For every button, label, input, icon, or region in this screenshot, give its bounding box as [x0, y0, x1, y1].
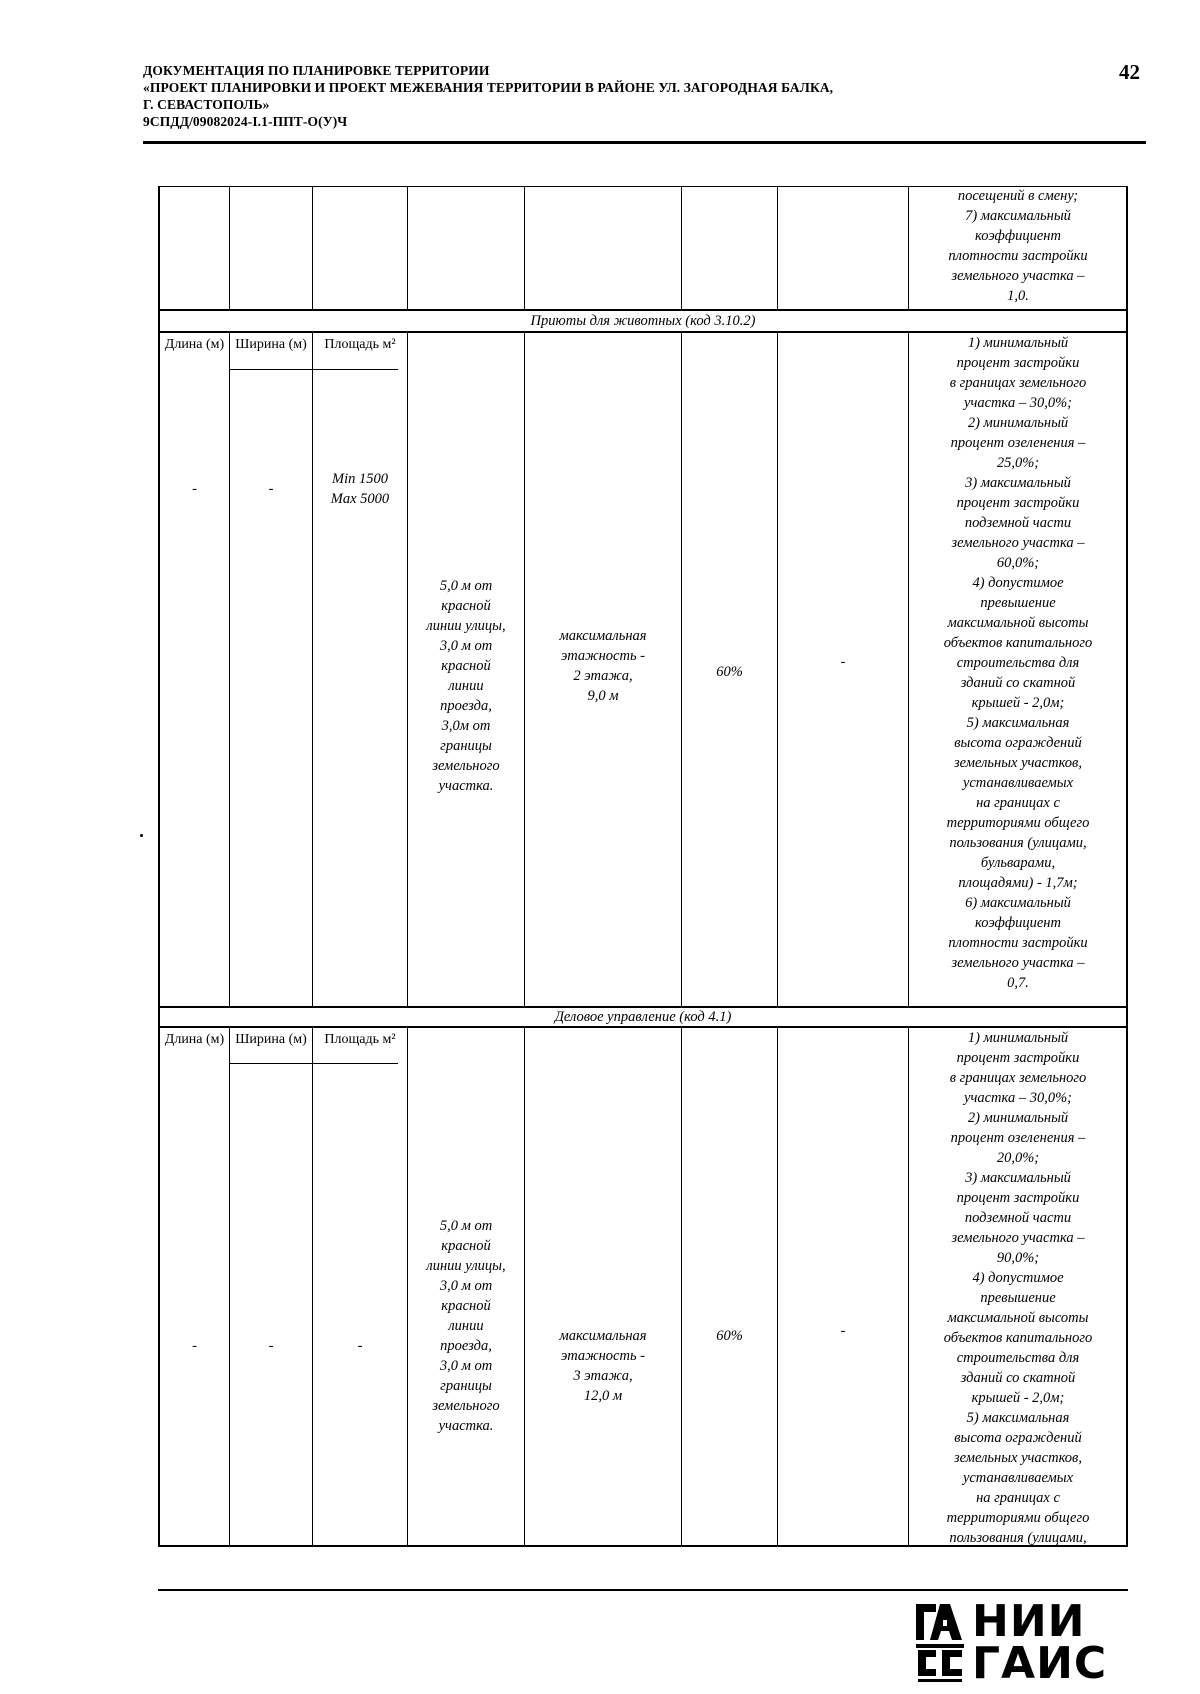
area-value: - [357, 1338, 363, 1354]
params-cell [910, 1028, 1126, 1548]
setback-line: границы [440, 738, 492, 754]
continued-params-cell [910, 186, 1126, 306]
setback-value [408, 1216, 524, 1436]
percent-value: 60% [716, 1328, 743, 1344]
params-line: площадями) - 1,7м; [958, 875, 1078, 891]
floors-line: этажность - [561, 1348, 645, 1364]
params-line: 1) минимальный [967, 335, 1069, 351]
params-line: 60,0%; [996, 555, 1040, 571]
params-line: крышей - 2,0м; [971, 1390, 1065, 1406]
col-divider [229, 186, 230, 310]
params-line: 20,0%; [996, 1150, 1040, 1166]
params-line: территориями общего [946, 1510, 1090, 1526]
floors-line: максимальная [559, 1328, 647, 1344]
params-line: пользования (улицами, [949, 1530, 1087, 1546]
width-value: - [268, 1338, 274, 1354]
col-divider [407, 186, 408, 310]
params-line: 2) минимальный [967, 1110, 1069, 1126]
params-line: земельного участка – [951, 955, 1085, 971]
params-line: плотности застройки [948, 935, 1088, 951]
col-divider [908, 186, 909, 310]
params-line: 6) максимальный [965, 895, 1071, 911]
dash-value: - [840, 654, 846, 670]
params-line: процент застройки [956, 1050, 1080, 1066]
params-line: превышение [980, 595, 1056, 611]
setback-line: участка. [438, 1418, 494, 1434]
params-line: 3) максимальный [965, 1170, 1071, 1186]
params-line: земельных участков, [954, 755, 1082, 771]
params-line: в границах земельного [949, 375, 1087, 391]
setback-line: участка. [438, 778, 494, 794]
section-1-subheader-rule [230, 369, 398, 370]
params-line: зданий со скатной [960, 675, 1076, 691]
setback-line: 5,0 м от [439, 578, 493, 594]
floors-line: 3 этажа, [573, 1368, 633, 1384]
setback-line: 5,0 м от [439, 1218, 493, 1234]
col-header-width: Ширина (м) [235, 1032, 307, 1047]
col-header-length: Длина (м) [164, 1032, 225, 1047]
col-divider [681, 1027, 682, 1547]
col-divider [524, 1027, 525, 1547]
params-line: 2) минимальный [967, 415, 1069, 431]
params-line: в границах земельного [949, 1070, 1087, 1086]
params-line: 5) максимальная [966, 715, 1070, 731]
setback-line: линии улицы, [426, 1258, 506, 1274]
col-header-width: Ширина (м) [235, 337, 307, 352]
params-line: крышей - 2,0м; [971, 695, 1065, 711]
params-line: 0,7. [1007, 975, 1029, 991]
section-title-animal-shelters: Приюты для животных (код 3.10.2) [530, 313, 756, 329]
logo-name-line-2: ГАИС [972, 1638, 1108, 1689]
params-line: земельного участка – [951, 535, 1085, 551]
col-divider [312, 1027, 313, 1547]
params-line: бульварами, [980, 855, 1056, 871]
company-logo [916, 1596, 1108, 1689]
setback-line: земельного [432, 758, 500, 774]
params-line: подземной части [964, 1210, 1072, 1226]
dash-value: - [840, 1323, 846, 1339]
params-line: 7) максимальный [965, 208, 1071, 224]
params-line: процент озеленения – [950, 435, 1086, 451]
params-line: объектов капитального [943, 635, 1093, 651]
setback-line: 3,0 м от [439, 638, 493, 654]
setback-line: линии [448, 1318, 484, 1334]
col-divider [229, 1027, 230, 1547]
params-line: высота ограждений [954, 1430, 1082, 1446]
page-number: 42 [1119, 60, 1140, 84]
params-line: зданий со скатной [960, 1370, 1076, 1386]
params-cell [910, 333, 1126, 993]
floors-line: 12,0 м [583, 1388, 623, 1404]
params-line: пользования (улицами, [949, 835, 1087, 851]
params-line: 3) максимальный [965, 475, 1071, 491]
col-divider [312, 332, 313, 1007]
scan-artifact [140, 834, 143, 837]
logo-mark-icon [916, 1604, 964, 1684]
params-line: 4) допустимое [972, 1270, 1064, 1286]
params-line: 1,0. [1007, 288, 1029, 304]
params-line: процент застройки [956, 495, 1080, 511]
params-line: участка – 30,0%; [964, 395, 1072, 411]
params-line: 25,0%; [996, 455, 1040, 471]
header-title-line-2: «ПРОЕКТ ПЛАНИРОВКИ И ПРОЕКТ МЕЖЕВАНИЯ ТЕРРИТОРИИ В РАЙОНЕ УЛ. ЗАГОРОДНАЯ БАЛКА, [143, 80, 834, 95]
floors-line: этажность - [561, 648, 645, 664]
params-line: коэффициент [975, 915, 1061, 931]
params-line: превышение [980, 1290, 1056, 1306]
col-header-area: Площадь м² [324, 337, 396, 352]
regulation-table [158, 186, 1127, 1547]
params-line: максимальной высоты [947, 615, 1089, 631]
setback-line: красной [441, 1298, 491, 1314]
section-2-subheader-rule [230, 1063, 398, 1064]
params-line: 90,0%; [996, 1250, 1040, 1266]
col-divider [681, 186, 682, 310]
params-line: земельных участков, [954, 1450, 1082, 1466]
area-max: Max 5000 [330, 491, 390, 507]
col-divider [229, 332, 230, 1007]
setback-line: 3,0 м от [439, 1278, 493, 1294]
params-line: плотности застройки [948, 248, 1088, 264]
floors-value [525, 626, 681, 706]
setback-line: 3,0 м от [439, 1358, 493, 1374]
floors-value [525, 1326, 681, 1406]
params-line: земельного участка – [951, 268, 1085, 284]
params-line: строительства для [956, 1350, 1080, 1366]
params-line: коэффициент [975, 228, 1061, 244]
params-line: участка – 30,0%; [964, 1090, 1072, 1106]
setback-line: красной [441, 598, 491, 614]
params-line: процент озеленения – [950, 1130, 1086, 1146]
params-line: 5) максимальная [966, 1410, 1070, 1426]
col-divider [777, 186, 778, 310]
area-min: Min 1500 [332, 471, 388, 487]
setback-line: проезда, [440, 698, 492, 714]
setback-line: линии улицы, [426, 618, 506, 634]
header-rule [143, 141, 1146, 144]
params-line: устанавливаемых [962, 775, 1074, 791]
params-line: 4) допустимое [972, 575, 1064, 591]
floors-line: максимальная [559, 628, 647, 644]
section-title-business-management: Деловое управление (код 4.1) [554, 1009, 732, 1025]
area-value [313, 469, 407, 509]
params-line: высота ограждений [954, 735, 1082, 751]
params-line: на границах с [976, 1490, 1060, 1506]
setback-line: красной [441, 1238, 491, 1254]
percent-value: 60% [716, 664, 743, 680]
params-line: земельного участка – [951, 1230, 1085, 1246]
width-value: - [268, 481, 274, 497]
col-divider [312, 186, 313, 310]
params-line: на границах с [976, 795, 1060, 811]
col-divider [524, 186, 525, 310]
col-header-area: Площадь м² [324, 1032, 396, 1047]
length-value: - [192, 1338, 197, 1354]
setback-line: линии [448, 678, 484, 694]
col-divider [777, 1027, 778, 1547]
header-title-line-3: Г. СЕВАСТОПОЛЬ» [143, 97, 270, 112]
logo-name-line-1: НИИ [972, 1596, 1086, 1647]
document-code: 9СПДД/09082024-I.1-ППТ-О(У)Ч [143, 114, 348, 129]
col-divider [908, 1027, 909, 1547]
params-line: подземной части [964, 515, 1072, 531]
params-line: процент застройки [956, 355, 1080, 371]
col-header-length: Длина (м) [164, 337, 225, 352]
length-value: - [192, 481, 197, 497]
setback-line: 3,0м от [441, 718, 491, 734]
params-line: процент застройки [956, 1190, 1080, 1206]
floors-line: 2 этажа, [573, 668, 633, 684]
header-title-line-1: ДОКУМЕНТАЦИЯ ПО ПЛАНИРОВКЕ ТЕРРИТОРИИ [143, 63, 490, 78]
params-line: посещений в смену; [957, 188, 1079, 204]
col-divider [908, 332, 909, 1007]
params-line: устанавливаемых [962, 1470, 1074, 1486]
setback-line: красной [441, 658, 491, 674]
params-line: территориями общего [946, 815, 1090, 831]
setback-line: земельного [432, 1398, 500, 1414]
params-line: 1) минимальный [967, 1030, 1069, 1046]
params-line: строительства для [956, 655, 1080, 671]
document-header [143, 62, 1103, 130]
setback-value [408, 576, 524, 796]
params-line: объектов капитального [943, 1330, 1093, 1346]
table-border-right [1126, 186, 1128, 1547]
footer-rule [158, 1589, 1128, 1591]
params-line: максимальной высоты [947, 1310, 1089, 1326]
setback-line: проезда, [440, 1338, 492, 1354]
floors-line: 9,0 м [587, 688, 619, 704]
setback-line: границы [440, 1378, 492, 1394]
